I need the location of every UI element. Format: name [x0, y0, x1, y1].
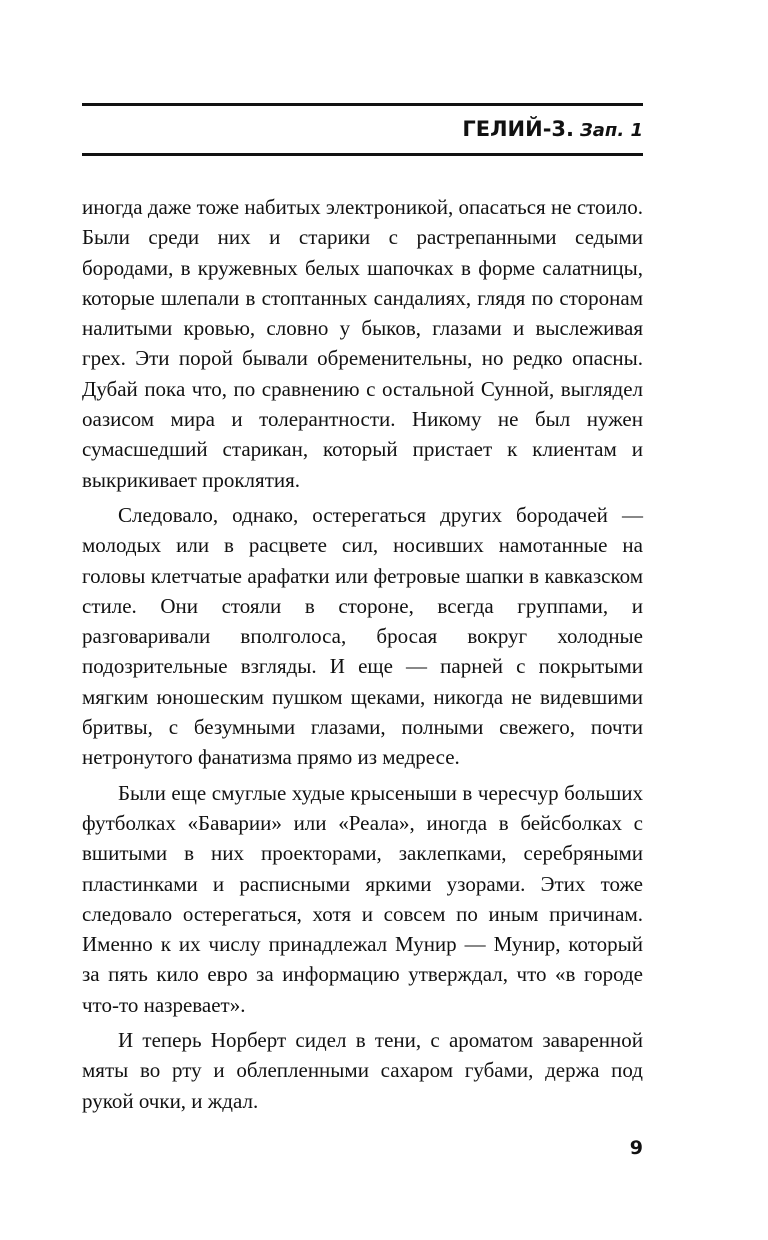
paragraph: иногда даже тоже набитых электроникой, опасаться не стоило. Были среди них и старики с растрепанными седыми бородами, в кружевных белых шапочках в форме салатницы, которые шлепали в стоптанных сандалиях, глядя по сторонам налитыми кровью, словно у быков, глазами и выслеживая грех. Эти порой бывали обременительны, но редко опасны. Дубай пока что, по сравнению с остальной Сунной, выглядел оазисом мира и толерантности. Никому не был нужен сумасшедший старикан, который пристает к клиентам и выкрикивает проклятия. [82, 195, 643, 492]
running-head [462, 114, 643, 146]
header-rule-bottom [82, 153, 643, 156]
paragraph: Были еще смуглые худые крысеныши в чересчур больших футболках «Баварии» или «Реала», иногда в бейсболках с вшитыми в них проекторами, заклепками, серебряными пластинками и расписными яркими узорами. Этих тоже следовало остерегаться, хотя и совсем по иным причинам. Именно к их числу принадлежал Мунир — Мунир, который за пять кило евро за информацию утверждал, что «в городе что-то назревает». [82, 780, 643, 1017]
book-subtitle: Зап. 1 [580, 120, 643, 141]
page-number: 9 [629, 1137, 643, 1159]
book-title: ГЕЛИЙ-3. [462, 117, 574, 141]
paragraph: И теперь Норберт сидел в тени, с ароматом заваренной мяты во рту и облепленными сахаром губами, держа под рукой очки, и ждал. [82, 1028, 643, 1113]
paragraph: Следовало, однако, остерегаться других бородачей — молодых или в расцвете сил, носивших намотанные на головы клетчатые арафатки или фетровые шапки в кавказском стиле. Они стояли в стороне, всегда группами, и разговаривали вполголоса, бросая вокруг холодные подозрительные взгляды. И еще — парней с покрытыми мягким юношеским пушком щеками, никогда не видевшими бритвы, с безумными глазами, полными свежего, почти нетронутого фанатизма прямо из медресе. [82, 502, 643, 770]
body-text [82, 192, 643, 1116]
header-rule-top [82, 103, 643, 106]
